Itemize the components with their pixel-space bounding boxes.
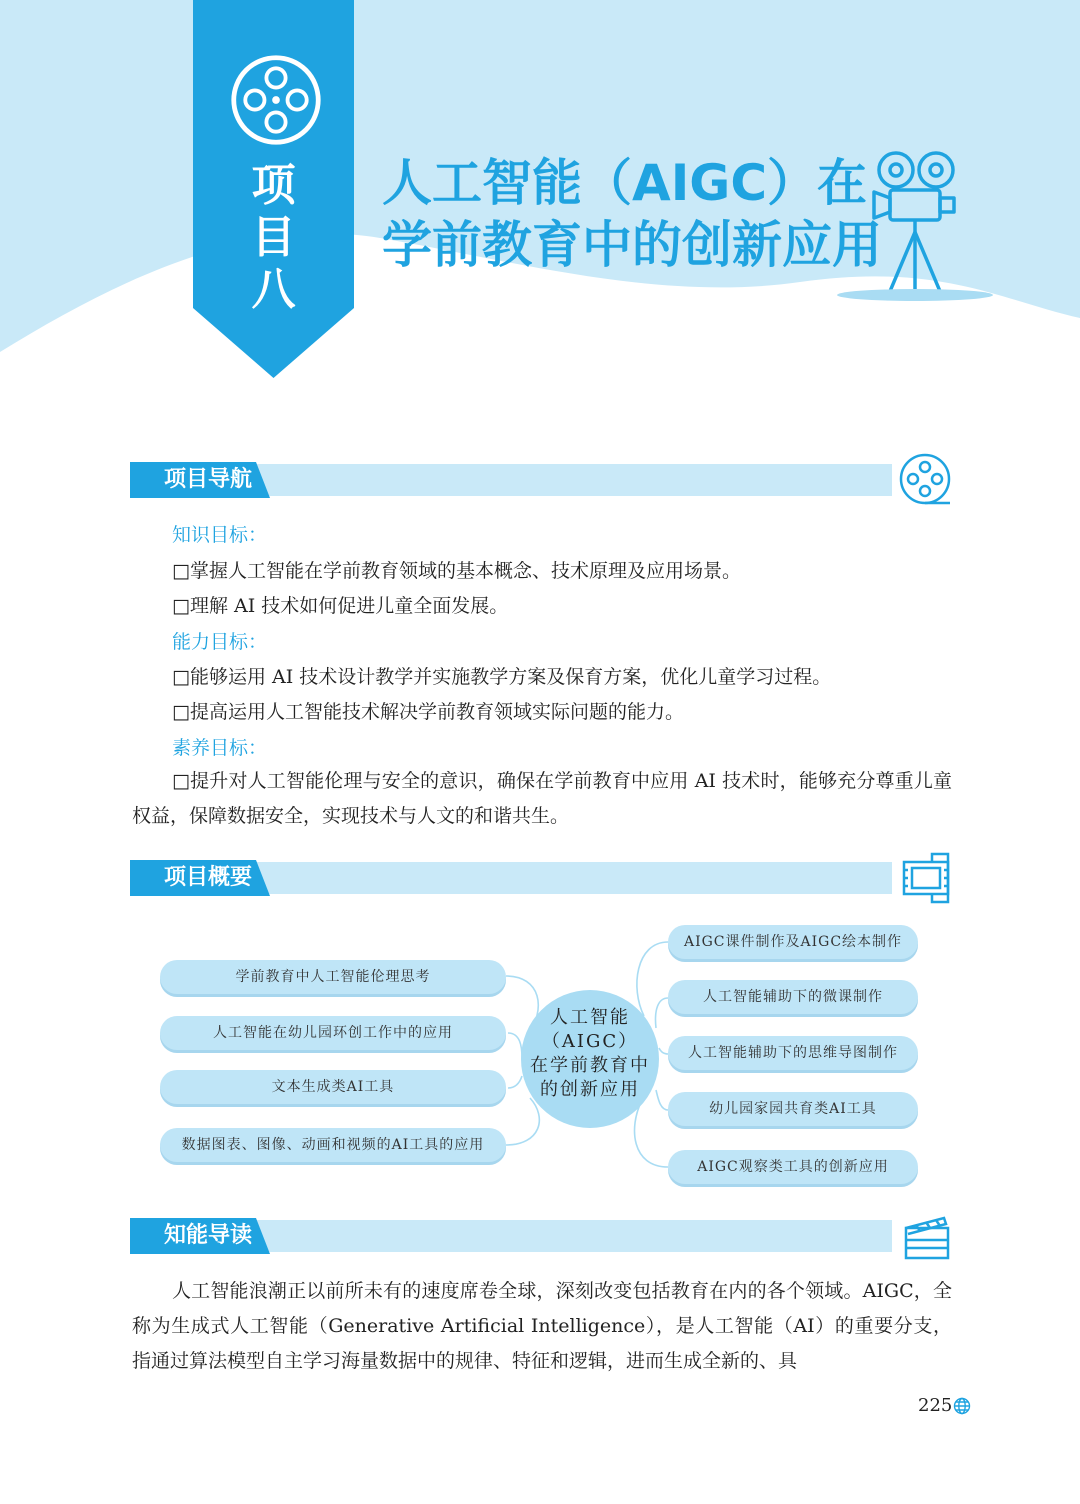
literacy-paragraph <box>132 764 952 834</box>
goal-item: □提升对人工智能伦理与安全的意识，确保在学前教育中应用 AI 技术时，能够充分尊重儿童权益，保障数据安全，实现技术与人文的和谐共生。 <box>132 770 952 827</box>
chapter-char: 目 <box>251 212 296 263</box>
section-title: 项目导航 <box>164 467 253 492</box>
section-header-nav <box>130 464 892 496</box>
mindmap-center <box>521 990 659 1128</box>
chapter-number <box>193 160 354 316</box>
goal-item: □提高运用人工智能技术解决学前教育领域实际问题的能力。 <box>172 701 684 723</box>
section-title: 知能导读 <box>164 1223 253 1248</box>
mindmap-node: AIGC课件制作及AIGC绘本制作 <box>668 925 918 959</box>
page-title-line: 学前教育中的创新应用 <box>382 216 882 274</box>
movie-camera-icon <box>868 148 963 303</box>
film-strip-icon <box>898 850 954 906</box>
mindmap-node: 幼儿园家园共育类AI工具 <box>668 1092 918 1126</box>
page-number: 225 <box>918 1395 953 1416</box>
globe-icon <box>953 1397 971 1415</box>
mindmap-node: 人工智能辅助下的微课制作 <box>668 980 918 1014</box>
goal-item: □掌握人工智能在学前教育领域的基本概念、技术原理及应用场景。 <box>172 560 741 582</box>
clapperboard-icon <box>898 1206 954 1262</box>
page-title-line: 人工智能（AIGC）在 <box>382 154 868 212</box>
chapter-char: 八 <box>251 264 296 315</box>
section-title: 项目概要 <box>164 865 253 890</box>
mindmap-node: AIGC观察类工具的创新应用 <box>668 1150 918 1184</box>
mindmap-center-line: 的创新应用 <box>540 1079 640 1100</box>
section-header-reading <box>130 1220 892 1252</box>
literacy-heading: 素养目标： <box>172 737 268 759</box>
mindmap-node: 人工智能在幼儿园环创工作中的应用 <box>160 1016 506 1050</box>
mindmap-node: 学前教育中人工智能伦理思考 <box>160 960 506 994</box>
goal-item: □理解 AI 技术如何促进儿童全面发展。 <box>172 595 509 617</box>
mindmap-node: 文本生成类AI工具 <box>160 1070 506 1104</box>
knowledge-heading: 知识目标： <box>172 524 268 546</box>
film-reel-icon <box>228 52 324 148</box>
chapter-char: 项 <box>251 160 296 211</box>
mindmap-center-line: 人工智能 <box>550 1007 630 1028</box>
mindmap-center-line: （AIGC） <box>541 1031 639 1052</box>
mindmap-node: 数据图表、图像、动画和视频的AI工具的应用 <box>160 1128 506 1162</box>
page-title <box>382 152 902 276</box>
ability-heading: 能力目标： <box>172 631 268 653</box>
section-header-overview <box>130 862 892 894</box>
reading-paragraph <box>132 1274 952 1379</box>
reading-text: 人工智能浪潮正以前所未有的速度席卷全球，深刻改变包括教育在内的各个领域。AIGC，全称为生成式人工智能（Generative Artificial Intelligence），是人工智能（AI）的重要分支，指通过算法模型自主学习海量数据中的规律、特征和逻辑，进而生成全新的、具 <box>132 1280 952 1372</box>
film-reel-icon <box>898 452 954 508</box>
mindmap-center-line: 在学前教育中 <box>530 1055 650 1076</box>
goal-item: □能够运用 AI 技术设计教学并实施教学方案及保育方案，优化儿童学习过程。 <box>172 666 832 688</box>
cloud-decoration <box>835 286 995 304</box>
mindmap-node: 人工智能辅助下的思维导图制作 <box>668 1036 918 1070</box>
